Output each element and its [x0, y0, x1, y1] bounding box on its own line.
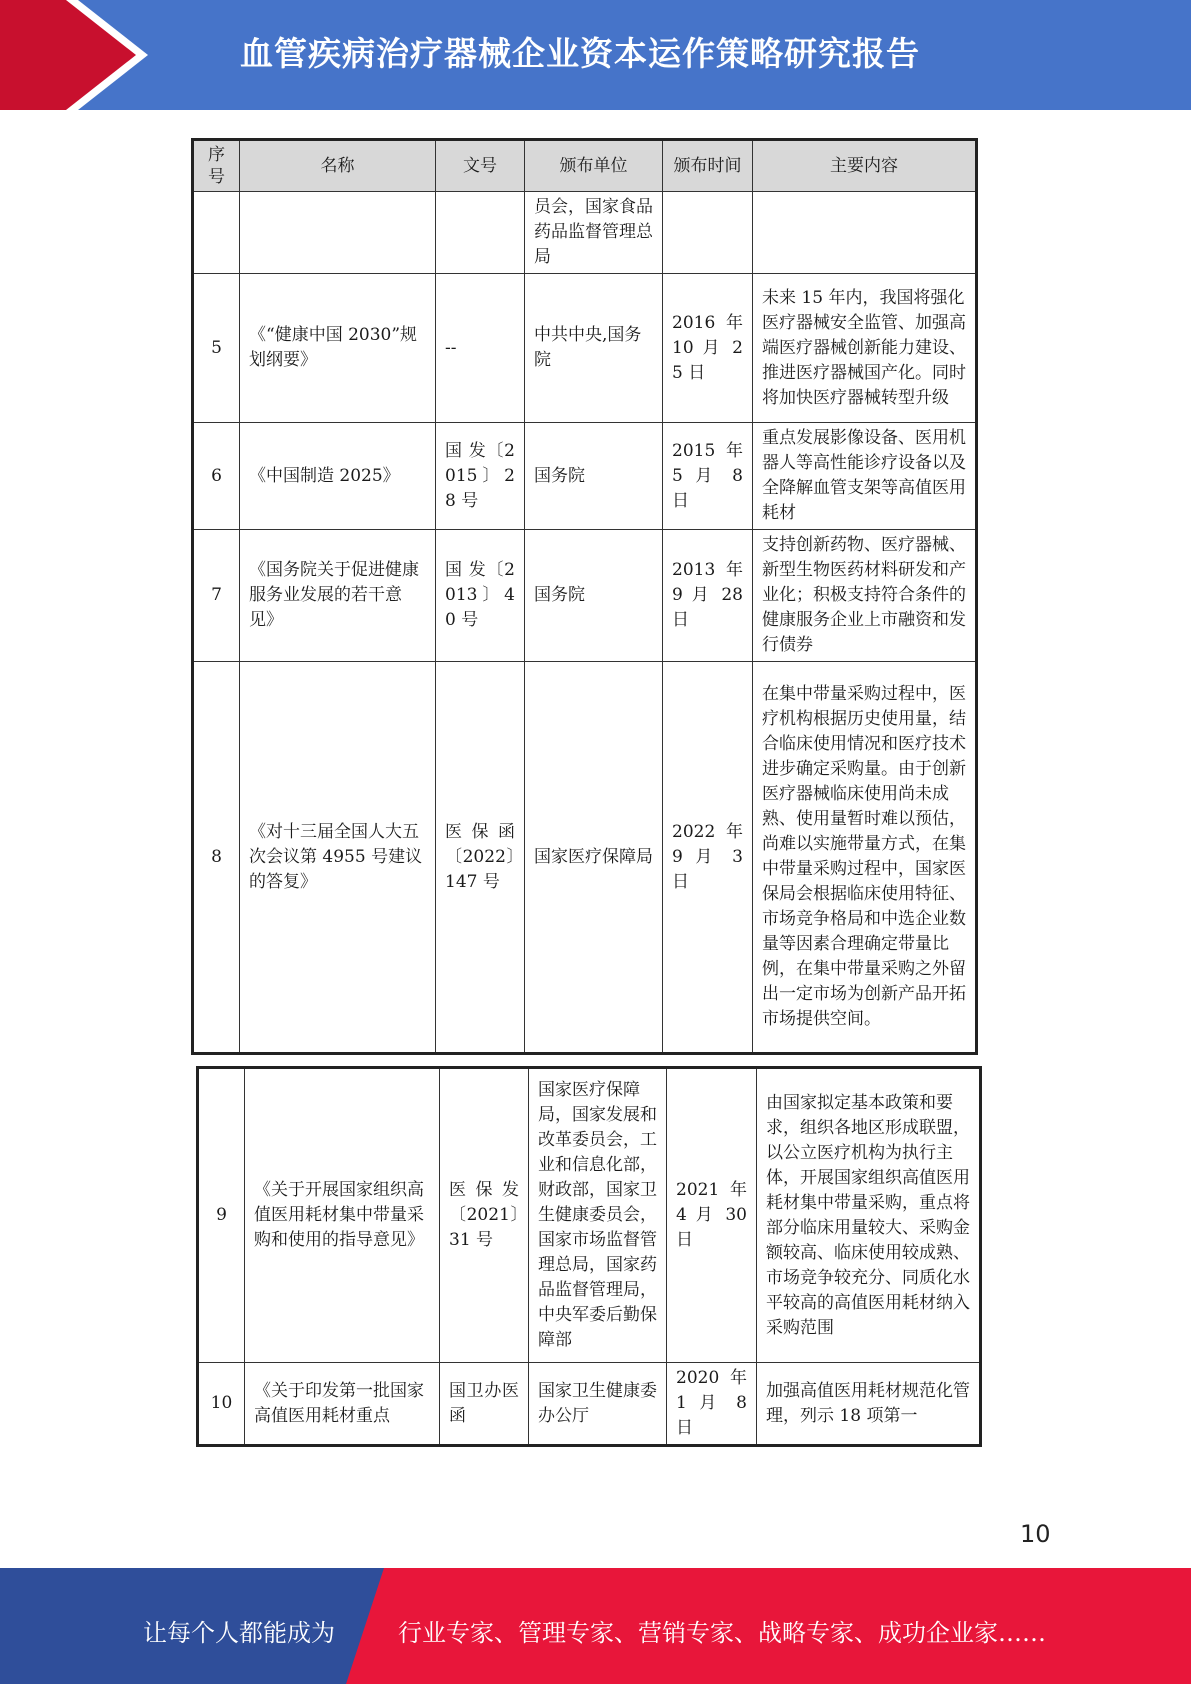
- cell-issuer: 国务院: [525, 530, 663, 662]
- cell-issuer: 国务院: [525, 423, 663, 530]
- cell-date: 2015 年 5 月 8 日: [663, 423, 753, 530]
- cell-date: 2021 年 4 月 30 日: [667, 1068, 757, 1363]
- cell-content: 在集中带量采购过程中，医疗机构根据历史使用量，结合临床使用情况和医疗技术进步确定采购量。由于创新医疗器械临床使用尚未成熟、使用量暂时难以预估，尚难以实施带量方式，在集中带量采购过程中，国家医保局会根据临床使用特征、市场竞争格局和中选企业数量等因素合理确定带量比例，在集中带量采购之外留出一定市场为创新产品开拓市场提供空间。: [753, 662, 977, 1054]
- footer-slogan-right: 行业专家、管理专家、营销专家、战略专家、成功企业家……: [398, 1619, 1046, 1647]
- cell-date: [663, 192, 753, 274]
- table-row: [193, 423, 977, 530]
- cell-code: 医保发〔2021〕31 号: [440, 1068, 529, 1363]
- cell-code: 国卫办医 函: [440, 1363, 529, 1446]
- cell-name: [240, 192, 436, 274]
- col-header-name: 名称: [240, 140, 436, 192]
- cell-no: 8: [193, 662, 240, 1054]
- cell-no: [193, 192, 240, 274]
- cell-date: 2022 年 9 月 3 日: [663, 662, 753, 1054]
- cell-no: 10: [198, 1363, 245, 1446]
- cell-date: 2016 年 10 月 25 日: [663, 274, 753, 423]
- cell-no: 7: [193, 530, 240, 662]
- cell-no: 5: [193, 274, 240, 423]
- table-row: [198, 1068, 981, 1363]
- col-header-issuer: 颁布单位: [525, 140, 663, 192]
- cell-content: 未来 15 年内，我国将强化医疗器械安全监管、加强高端医疗器械创新能力建设、推进医疗器械国产化。同时将加快医疗器械转型升级: [753, 274, 977, 423]
- col-header-no: 序号: [193, 140, 240, 192]
- cell-name: 《中国制造 2025》: [240, 423, 436, 530]
- cell-no: 6: [193, 423, 240, 530]
- page-header: [0, 0, 1191, 110]
- cell-code: --: [436, 274, 525, 423]
- cell-issuer: 国家卫生健康委办公厅: [529, 1363, 667, 1446]
- page-footer: [0, 1568, 1191, 1684]
- table-row: [193, 274, 977, 423]
- cell-name: 《国务院关于促进健康服务业发展的若干意见》: [240, 530, 436, 662]
- cell-issuer: 员会，国家食品药品监督管理总局: [525, 192, 663, 274]
- policy-table-bottom: [196, 1066, 982, 1447]
- cell-name: 《关于印发第一批国家高值医用耗材重点: [245, 1363, 440, 1446]
- cell-content: 加强高值医用耗材规范化管理，列示 18 项第一: [757, 1363, 981, 1446]
- cell-content: 重点发展影像设备、医用机器人等高性能诊疗设备以及全降解血管支架等高值医用耗材: [753, 423, 977, 530]
- cell-code: 国 发〔2015〕28 号: [436, 423, 525, 530]
- table-row: [193, 192, 977, 274]
- cell-name: 《关于开展国家组织高值医用耗材集中带量采购和使用的指导意见》: [245, 1068, 440, 1363]
- cell-name: 《对十三届全国人大五次会议第 4955 号建议的答复》: [240, 662, 436, 1054]
- cell-code: [436, 192, 525, 274]
- cell-name: 《“健康中国 2030”规划纲要》: [240, 274, 436, 423]
- cell-code: 医保函〔2022〕147 号: [436, 662, 525, 1054]
- cell-content: 由国家拟定基本政策和要求，组织各地区形成联盟，以公立医疗机构为执行主体，开展国家组织高值医用耗材集中带量采购，重点将部分临床用量较大、采购金额较高、临床使用较成熟、市场竞争较充分、同质化水平较高的高值医用耗材纳入采购范围: [757, 1068, 981, 1363]
- table-header-row: [193, 140, 977, 192]
- footer-slogan-left: 让每个人都能成为: [143, 1619, 335, 1647]
- col-header-code: 文号: [436, 140, 525, 192]
- cell-date: 2013 年 9 月 28 日: [663, 530, 753, 662]
- cell-issuer: 中共中央,国务院: [525, 274, 663, 423]
- col-header-content: 主要内容: [753, 140, 977, 192]
- policy-table-top: [191, 138, 978, 1055]
- cell-date: 2020 年 1 月 8 日: [667, 1363, 757, 1446]
- cell-issuer: 国家医疗保障局: [525, 662, 663, 1054]
- header-arrow-decoration: [0, 0, 160, 110]
- cell-code: 国 发〔2013〕40 号: [436, 530, 525, 662]
- cell-content: [753, 192, 977, 274]
- table-row: [198, 1363, 981, 1446]
- table-row: [193, 662, 977, 1054]
- table-row: [193, 530, 977, 662]
- cell-content: 支持创新药物、医疗器械、新型生物医药材料研发和产业化；积极支持符合条件的健康服务企业上市融资和发行债券: [753, 530, 977, 662]
- col-header-date: 颁布时间: [663, 140, 753, 192]
- page-number: 10: [1020, 1520, 1051, 1548]
- cell-no: 9: [198, 1068, 245, 1363]
- report-title: 血管疾病治疗器械企业资本运作策略研究报告: [240, 34, 920, 73]
- cell-issuer: 国家医疗保障局，国家发展和改革委员会，工业和信息化部，财政部，国家卫生健康委员会，国家市场监督管理总局，国家药品监督管理局，中央军委后勤保障部: [529, 1068, 667, 1363]
